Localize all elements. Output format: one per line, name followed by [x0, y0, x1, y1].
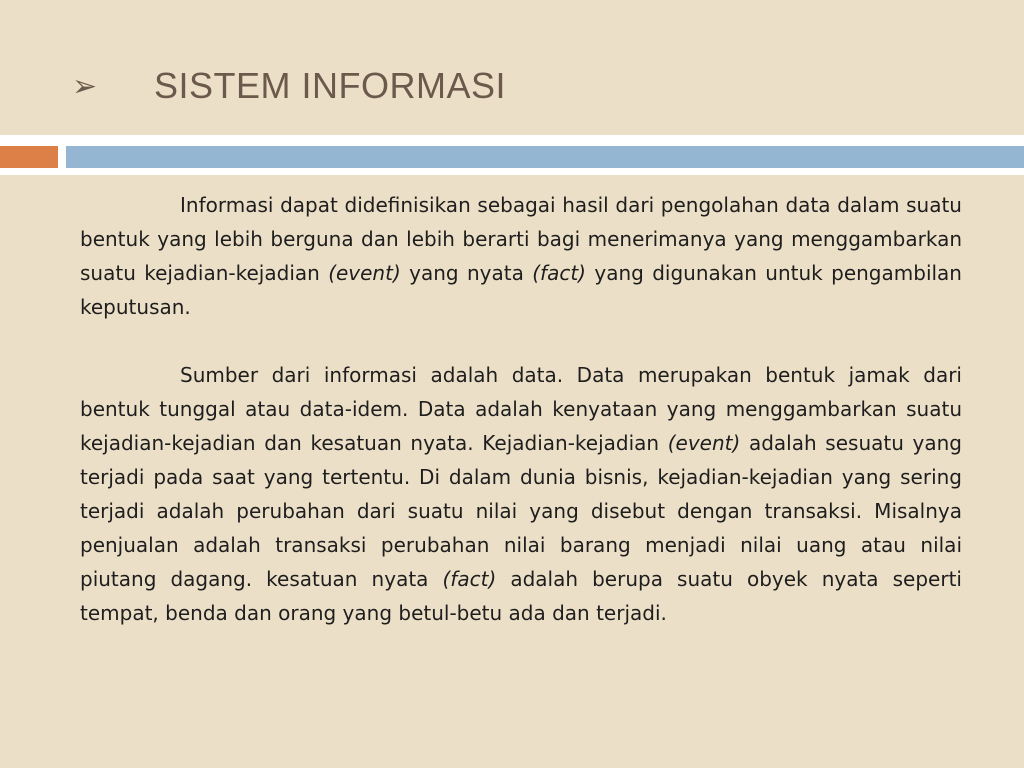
- paragraph-text: Informasi dapat didefinisikan sebagai hasil dari pengolahan data dalam suatu bentuk yang lebih berguna dan lebih berarti bagi menerimanya yang menggambarkan suatu kejadian-kejadian: [80, 193, 962, 285]
- blue-accent-bar: [66, 146, 1024, 168]
- paragraph-text: adalah berupa suatu obyek nyata seperti tempat, benda dan orang yang betul-betu ada dan terjadi.: [80, 567, 962, 625]
- paragraph-text: Sumber dari informasi adalah data. Data merupakan bentuk jamak dari bentuk tunggal atau data-idem. Data adalah kenyataan yang menggambarkan suatu kejadian-kejadian dan kesatuan nyata. Kejadian-kejadian: [80, 363, 962, 455]
- slide-title: [72, 58, 506, 114]
- italic-term-fact: (fact): [442, 567, 497, 591]
- paragraph-text: yang nyata: [400, 261, 533, 285]
- italic-term-event: (event): [328, 261, 401, 285]
- arrow-bullet-icon: ➢: [72, 68, 98, 104]
- italic-term-event: (event): [667, 431, 741, 455]
- paragraph-text: adalah sesuatu yang terjadi pada saat yang tertentu. Di dalam dunia bisnis, kejadian-kejadian yang sering terjadi adalah perubahan dari suatu nilai yang disebut dengan transaksi. Misalnya penjualan adalah transaksi perubahan nilai barang menjadi nilai uang atau nilai piutang dagang. kesatuan nyata: [80, 431, 962, 591]
- page-title: SISTEM INFORMASI: [154, 65, 507, 106]
- paragraph-definition: [80, 188, 962, 324]
- paragraph-text: yang digunakan untuk pengambilan keputusan.: [80, 261, 962, 319]
- paragraph-data-source: [80, 358, 962, 630]
- italic-term-fact: (fact): [532, 261, 586, 285]
- slide-body: [80, 188, 962, 664]
- orange-accent-bar: [0, 146, 58, 168]
